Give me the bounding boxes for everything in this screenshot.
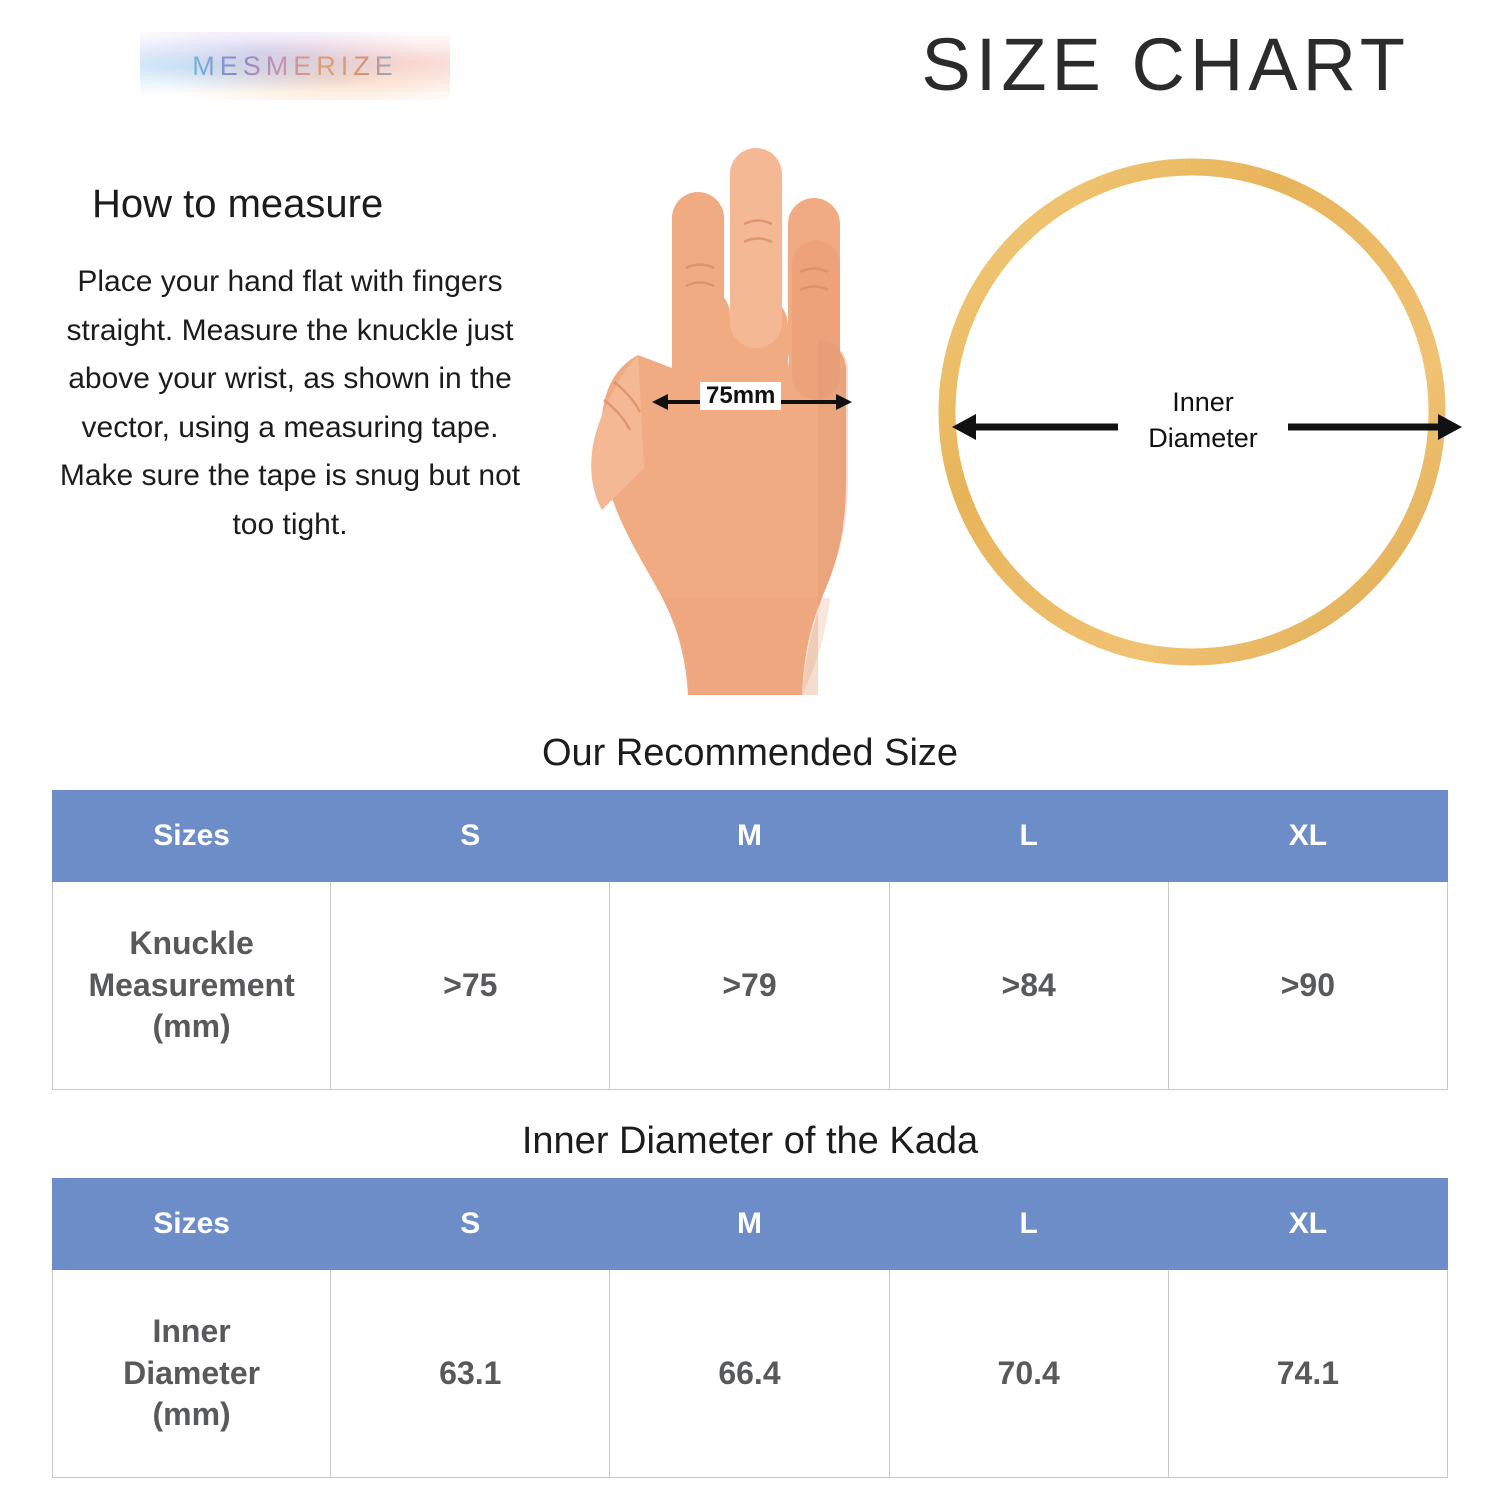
table-header-cell: XL [1168,1179,1447,1270]
table-cell: 74.1 [1168,1270,1447,1478]
table-row [53,1270,1448,1478]
table-header-cell: M [610,791,889,882]
inner-diameter-title: Inner Diameter of the Kada [521,1120,979,1162]
table-cell: >90 [1168,882,1447,1090]
how-to-measure-heading: How to measure [92,182,384,226]
table-header-cell: XL [1168,791,1447,882]
table-cell: >75 [331,882,610,1090]
bangle-label-line-1: Inner [1172,387,1234,417]
page-title: SIZE CHART [921,23,1410,106]
table-header-cell: Sizes [53,1179,331,1270]
inner-diameter-table [52,1178,1448,1478]
row-label-line: Measurement [88,966,295,1003]
how-to-measure-body: Place your hand flat with fingers straight. Measure the knuckle just above your wrist, as shown in the vector, using a measuring tape. Make sure the tape is snug but not too tight. [59,265,521,541]
row-label-line: Inner [152,1313,231,1350]
table-cell: >79 [610,882,889,1090]
knuckle-measurement-table [52,790,1448,1090]
table-header-row [53,1179,1448,1270]
brand-logo [140,32,450,100]
bangle-label-line-2: Diameter [1148,423,1258,454]
hand-measurement-label: 75mm [700,382,781,410]
hand-illustration [540,120,880,710]
table-header-cell: S [331,1179,610,1270]
row-label-line: Diameter [123,1354,261,1391]
table-header-row [53,791,1448,882]
row-label-line: (mm) [152,1396,231,1433]
table-header-cell: L [889,1179,1168,1270]
table-header-cell: S [331,791,610,882]
table-header-cell: M [610,1179,889,1270]
row-label-line: (mm) [152,1008,231,1045]
row-label [53,882,331,1090]
bangle-inner-diameter-label [1118,384,1288,457]
table-cell: 66.4 [610,1270,889,1478]
table-row [53,882,1448,1090]
table-header-cell: Sizes [53,791,331,882]
table-cell: 70.4 [889,1270,1168,1478]
table-cell: >84 [889,882,1168,1090]
brand-logo-text: MESMERIZE [192,50,398,81]
table-header-cell: L [889,791,1168,882]
table-cell: 63.1 [331,1270,610,1478]
row-label-line: Knuckle [129,925,254,962]
recommended-size-title: Our Recommended Size [541,732,959,774]
row-label [53,1270,331,1478]
